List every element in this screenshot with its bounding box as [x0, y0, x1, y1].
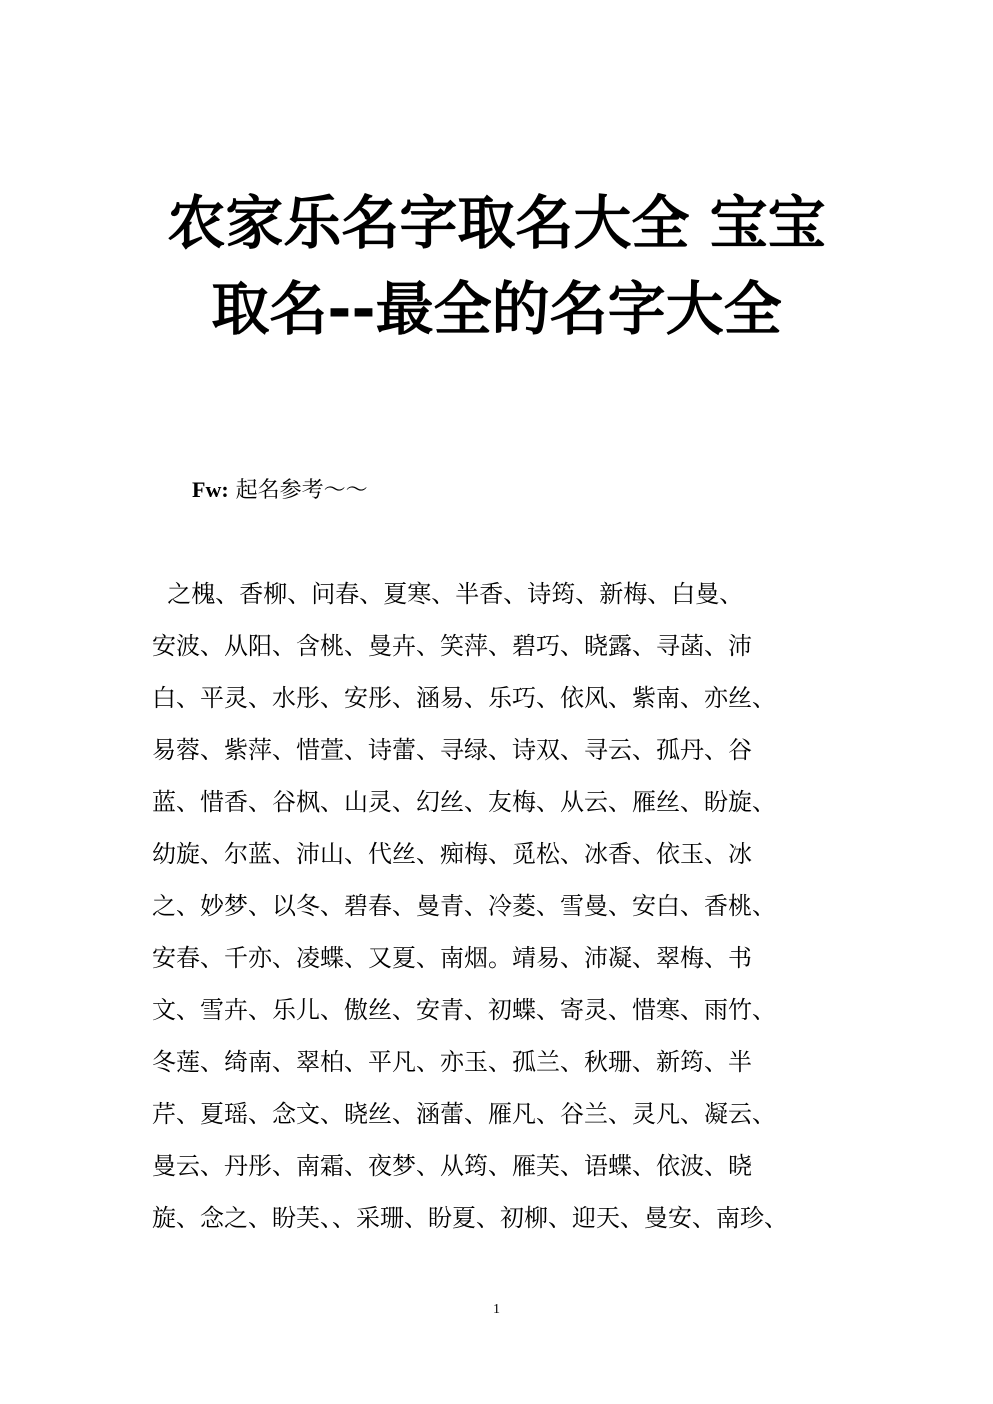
text-line: 冬莲、绮南、翠柏、平凡、亦玉、孤兰、秋珊、新筠、半: [152, 1048, 752, 1076]
text-line: 幼旋、尔蓝、沛山、代丝、痴梅、觅松、冰香、依玉、冰: [152, 840, 752, 868]
name-list: [152, 574, 852, 1250]
text-line: 芹、夏瑶、念文、晓丝、涵蕾、雁凡、谷兰、灵凡、凝云、: [152, 1100, 776, 1128]
subtitle-text: 起名参考～～: [235, 478, 368, 503]
text-line: 易蓉、紫萍、惜萱、诗蕾、寻绿、诗双、寻云、孤丹、谷: [152, 736, 752, 764]
title-line-1: 农家乐名字取名大全 宝宝: [167, 189, 826, 257]
text-line: 蓝、惜香、谷枫、山灵、幻丝、友梅、从云、雁丝、盼旋、: [152, 788, 776, 816]
text-line: 之、妙梦、以冬、碧春、曼青、冷菱、雪曼、安白、香桃、: [152, 892, 776, 920]
text-line: 曼云、丹彤、南霜、夜梦、从筠、雁芙、语蝶、依波、晓: [152, 1152, 752, 1180]
text-line: 文、雪卉、乐儿、傲丝、安青、初蝶、寄灵、惜寒、雨竹、: [152, 996, 776, 1024]
text-line: 旋、念之、盼芙、、采珊、盼夏、初柳、迎天、曼安、南珍、: [152, 1204, 788, 1232]
title-line-2: 取名--最全的名字大全: [211, 275, 782, 343]
page-number: 1: [493, 1302, 500, 1317]
text-line: 安春、千亦、凌蝶、又夏、南烟。靖易、沛凝、翠梅、书: [152, 944, 752, 972]
text-line: 白、平灵、水彤、安彤、涵易、乐巧、依风、紫南、亦丝、: [152, 684, 776, 712]
subtitle: [192, 474, 368, 507]
text-line: 安波、从阳、含桃、曼卉、笑萍、碧巧、晓露、寻菡、沛: [152, 632, 752, 660]
subtitle-lead: Fw:: [192, 477, 229, 502]
document-title: [140, 180, 853, 352]
text-line: 之槐、香柳、问春、夏寒、半香、诗筠、新梅、白曼、: [152, 580, 744, 608]
